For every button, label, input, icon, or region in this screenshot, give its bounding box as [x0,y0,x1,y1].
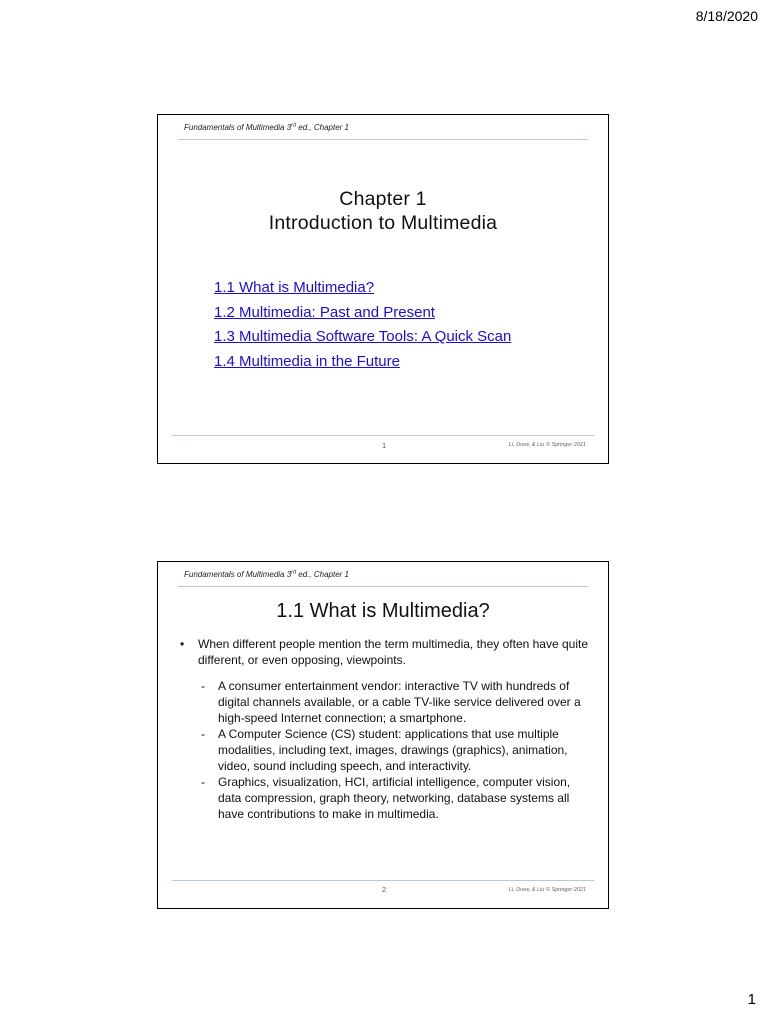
dash-marker: - [201,775,205,789]
header-superscript: rd [291,569,297,576]
toc-link-1-1[interactable]: 1.1 What is Multimedia? [214,279,375,296]
slide-header [184,570,349,579]
sub-bullet-text: A consumer entertainment vendor: interactive TV with hundreds of digital channels available, or a cable TV-like service delivered over a high-speed Internet connection; a smartphone. [218,679,581,725]
sub-bullet-text: A Computer Science (CS) student: applications that use multiple modalities, including text, images, drawings (graphics), animation, video, sound including speech, and interactivity. [218,727,568,773]
bullet-text: When different people mention the term multimedia, they often have quite different, or even opposing, viewpoints. [198,637,589,667]
header-suffix: ed., Chapter 1 [296,570,349,579]
slide-2 [157,561,609,909]
sub-bullet-list [168,678,588,822]
slide-credit: Li, Drew, & Liu © Springer 2021 [508,442,586,448]
slide-credit: Li, Drew, & Liu © Springer 2021 [508,887,586,893]
page-date: 8/18/2020 [695,8,758,24]
slide-number: 2 [382,885,387,894]
bullet-list [168,636,588,822]
chapter-title: Chapter 1 [339,188,427,210]
toc-item [214,352,511,373]
footer-divider [172,435,594,436]
header-divider [178,586,588,587]
toc-link-1-2[interactable]: 1.2 Multimedia: Past and Present [214,303,435,321]
header-suffix: ed., Chapter 1 [296,123,349,132]
dash-marker: - [201,727,205,741]
toc-link-1-3[interactable]: 1.3 Multimedia Software Tools: A Quick Scan [214,328,512,345]
slide-header [184,123,349,132]
header-text: Fundamentals of Multimedia 3 [184,123,292,132]
sub-bullet-item [168,678,588,726]
bullet-marker: • [180,637,185,651]
toc-link-1-4[interactable]: 1.4 Multimedia in the Future [214,352,400,370]
toc-item [214,327,511,348]
slide-title [158,187,608,235]
header-superscript: rd [291,122,297,129]
table-of-contents [214,278,511,376]
chapter-subtitle: Introduction to Multimedia [268,212,498,234]
toc-item [214,278,511,299]
header-divider [178,139,588,140]
sub-bullet-text: Graphics, visualization, HCI, artificial intelligence, computer vision, data compression, graph theory, networking, database systems all have contributions to make in multimedia. [218,775,571,821]
dash-marker: - [201,679,205,693]
slide-number: 1 [382,441,387,450]
page-number: 1 [747,991,756,1008]
bullet-item [168,636,588,668]
sub-bullet-item [168,726,588,774]
footer-divider [172,880,594,881]
sub-bullet-item [168,774,588,822]
slide-1 [157,114,609,464]
slide-title: 1.1 What is Multimedia? [276,600,490,622]
header-text: Fundamentals of Multimedia 3 [184,570,292,579]
toc-item [214,303,511,324]
